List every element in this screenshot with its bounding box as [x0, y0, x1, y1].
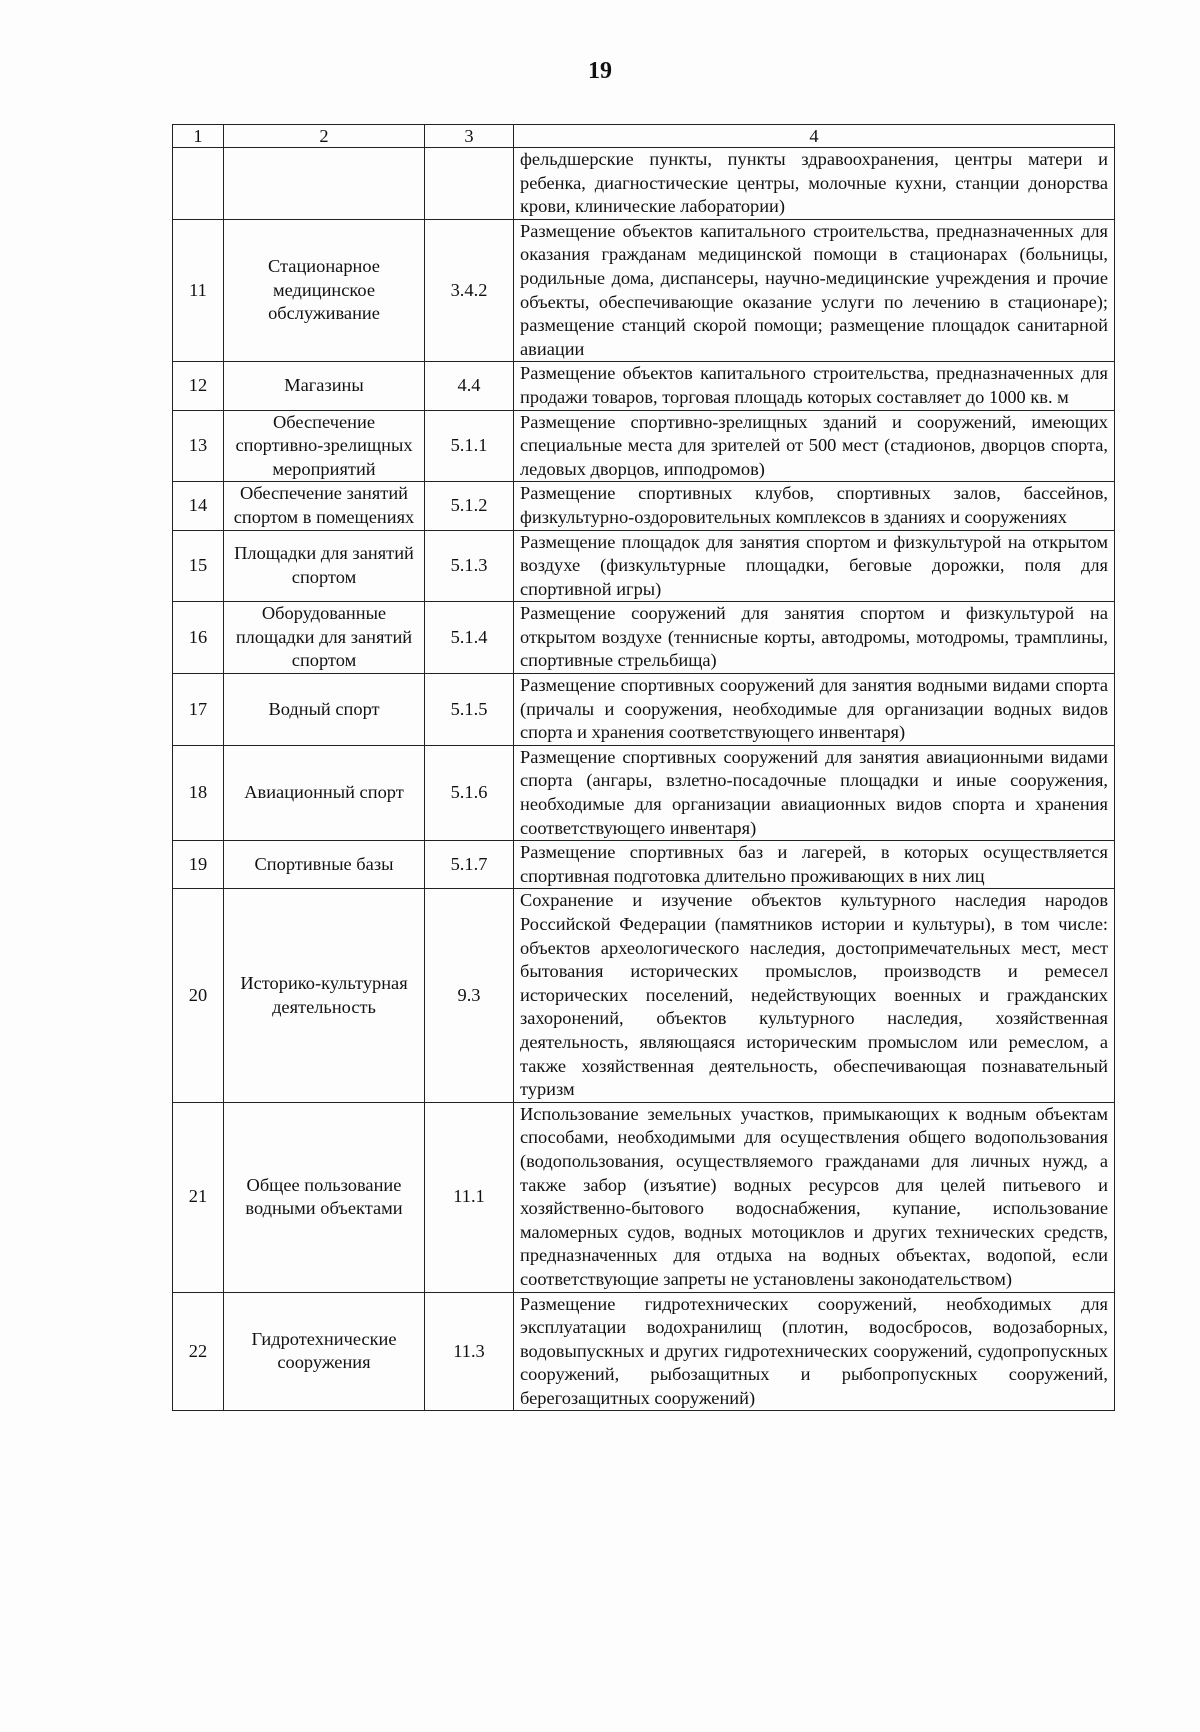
row-description: Использование земельных участков, примыкающих к водным объектам способами, необходимыми для осуществления общего водопользования (водопользования, осуществляемого гражданами для личных нужд, а также забор (изъятие) водных ресурсов для целей питьевого и хозяйственно-бытового водоснабжения, купание, использование маломерных судов, водных мотоциклов и других технических средств, предназначенных для отдыха на водных объектах, водопой, если соответствующие запреты не установлены законодательством) [514, 1102, 1115, 1292]
row-number: 11 [173, 219, 224, 362]
table-row [173, 410, 1115, 482]
table-row [173, 530, 1115, 602]
row-description: Размещение спортивных баз и лагерей, в которых осуществляется спортивная подготовка длительно проживающих в них лиц [514, 841, 1115, 889]
row-number [173, 148, 224, 220]
row-code: 5.1.1 [425, 410, 514, 482]
row-name [224, 148, 425, 220]
row-number: 22 [173, 1292, 224, 1411]
row-name: Площадки для занятий спортом [224, 530, 425, 602]
row-code: 5.1.3 [425, 530, 514, 602]
table-row [173, 219, 1115, 362]
table-row [173, 1102, 1115, 1292]
header-col-2: 2 [224, 125, 425, 148]
row-number: 19 [173, 841, 224, 889]
row-name: Обеспечение занятий спортом в помещениях [224, 482, 425, 530]
table-row [173, 602, 1115, 674]
row-number: 12 [173, 362, 224, 410]
row-name: Оборудованные площадки для занятий спортом [224, 602, 425, 674]
row-number: 14 [173, 482, 224, 530]
row-description: Размещение сооружений для занятия спортом и физкультурой на открытом воздухе (теннисные корты, автодромы, мотодромы, трамплины, спортивные стрельбища) [514, 602, 1115, 674]
row-number: 21 [173, 1102, 224, 1292]
row-description: Размещение спортивных сооружений для занятия авиационными видами спорта (ангары, взлетно-посадочные площадки и иные сооружения, необходимые для организации авиационных видов спорта и хранения соответствующего инвентаря) [514, 745, 1115, 840]
header-col-1: 1 [173, 125, 224, 148]
table-row [173, 148, 1115, 220]
row-description: Размещение гидротехнических сооружений, необходимых для эксплуатации водохранилищ (плотин, водосбросов, водозаборных, водовыпускных и других гидротехнических сооружений, судопропускных сооружений, рыбозащитных и рыбопропускных сооружений, берегозащитных сооружений) [514, 1292, 1115, 1411]
page-number: 19 [588, 58, 612, 84]
table-row [173, 674, 1115, 746]
row-code [425, 148, 514, 220]
row-number: 17 [173, 674, 224, 746]
row-name: Авиационный спорт [224, 745, 425, 840]
table-row [173, 745, 1115, 840]
row-name: Гидротехнические сооружения [224, 1292, 425, 1411]
row-description: Размещение спортивных сооружений для занятия водными видами спорта (причалы и сооружения, необходимые для организации водных видов спорта и хранения соответствующего инвентаря) [514, 674, 1115, 746]
row-name: Спортивные базы [224, 841, 425, 889]
row-code: 5.1.2 [425, 482, 514, 530]
row-number: 20 [173, 889, 224, 1102]
row-description: Сохранение и изучение объектов культурного наследия народов Российской Федерации (памятников истории и культуры), в том числе: объектов археологического наследия, достопримечательных мест, мест бытования исторических промыслов, производств и ремесел исторических поселений, недействующих военных и гражданских захоронений, объектов культурного наследия, хозяйственная деятельность, являющаяся историческим промыслом или ремеслом, а также хозяйственная деятельность, обеспечивающая познавательный туризм [514, 889, 1115, 1102]
row-description: Размещение объектов капитального строительства, предназначенных для оказания гражданам медицинской помощи в стационарах (больницы, родильные дома, диспансеры, научно-медицинские учреждения и прочие объекты, обеспечивающие оказание услуги по лечению в стационаре); размещение станций скорой помощи; размещение площадок санитарной авиации [514, 219, 1115, 362]
row-number: 15 [173, 530, 224, 602]
land-use-table [172, 124, 1115, 1411]
row-number: 13 [173, 410, 224, 482]
row-name: Историко-культурная деятельность [224, 889, 425, 1102]
table-header-row [173, 125, 1115, 148]
row-code: 5.1.5 [425, 674, 514, 746]
row-description: Размещение площадок для занятия спортом и физкультурой на открытом воздухе (физкультурные площадки, беговые дорожки, поля для спортивной игры) [514, 530, 1115, 602]
header-col-3: 3 [425, 125, 514, 148]
row-code: 5.1.6 [425, 745, 514, 840]
row-code: 9.3 [425, 889, 514, 1102]
row-code: 3.4.2 [425, 219, 514, 362]
row-name: Общее пользование водными объектами [224, 1102, 425, 1292]
row-name: Обеспечение спортивно-зрелищных мероприятий [224, 410, 425, 482]
table-row [173, 889, 1115, 1102]
row-description: Размещение объектов капитального строительства, предназначенных для продажи товаров, торговая площадь которых составляет до 1000 кв. м [514, 362, 1115, 410]
row-code: 5.1.7 [425, 841, 514, 889]
row-description: Размещение спортивно-зрелищных зданий и сооружений, имеющих специальные места для зрителей от 500 мест (стадионов, дворцов спорта, ледовых дворцов, ипподромов) [514, 410, 1115, 482]
row-code: 4.4 [425, 362, 514, 410]
row-code: 11.3 [425, 1292, 514, 1411]
row-description: фельдшерские пункты, пункты здравоохранения, центры матери и ребенка, диагностические центры, молочные кухни, станции донорства крови, клинические лаборатории) [514, 148, 1115, 220]
row-name: Магазины [224, 362, 425, 410]
row-code: 5.1.4 [425, 602, 514, 674]
header-col-4: 4 [514, 125, 1115, 148]
row-description: Размещение спортивных клубов, спортивных залов, бассейнов, физкультурно-оздоровительных комплексов в зданиях и сооружениях [514, 482, 1115, 530]
row-number: 16 [173, 602, 224, 674]
table-row [173, 841, 1115, 889]
row-code: 11.1 [425, 1102, 514, 1292]
table-row [173, 482, 1115, 530]
table-row [173, 1292, 1115, 1411]
row-name: Водный спорт [224, 674, 425, 746]
row-name: Стационарное медицинское обслуживание [224, 219, 425, 362]
row-number: 18 [173, 745, 224, 840]
table-row [173, 362, 1115, 410]
